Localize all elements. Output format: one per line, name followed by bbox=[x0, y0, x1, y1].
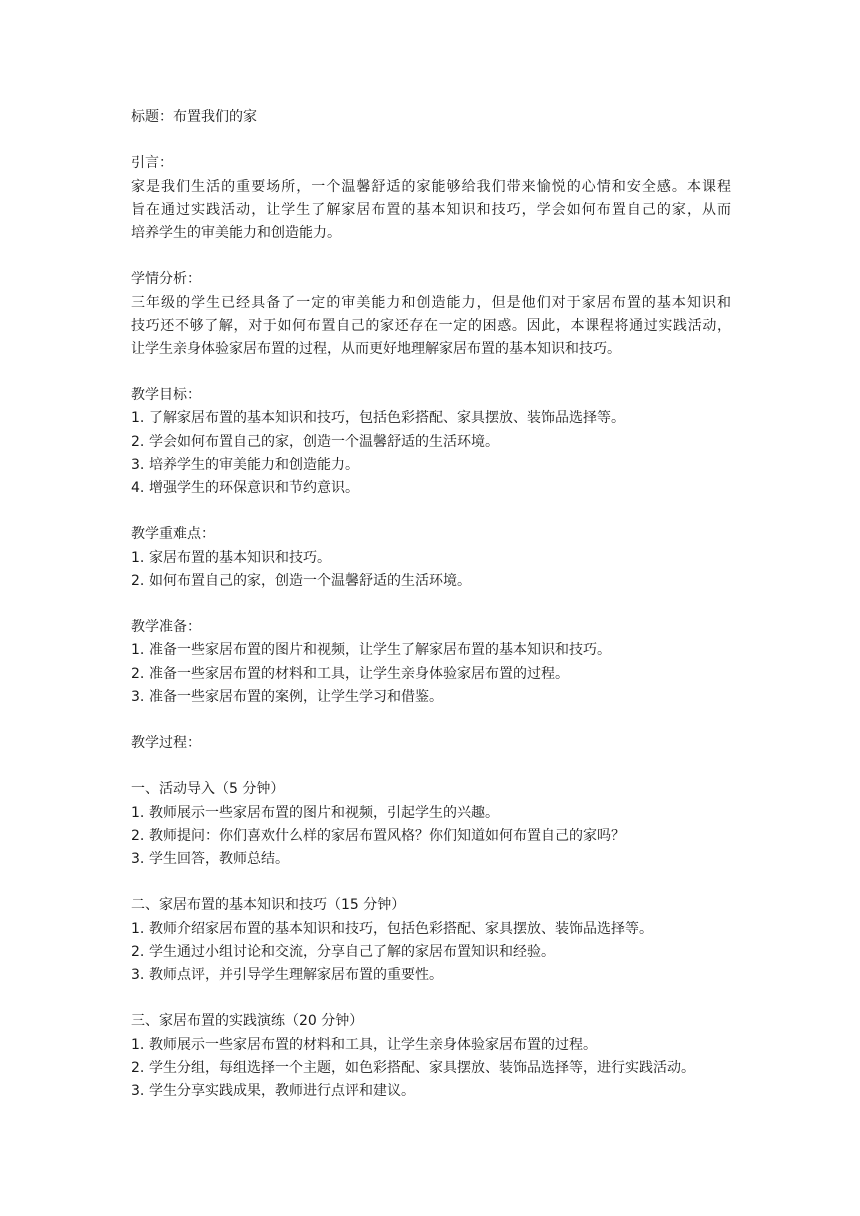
list-text: 教师介绍家居布置的基本知识和技巧，包括色彩搭配、家具摆放、装饰品选择等。 bbox=[149, 920, 653, 937]
list-text: 培养学生的审美能力和创造能力。 bbox=[149, 456, 359, 473]
list-number: 2. bbox=[131, 943, 145, 960]
analysis-line: 让学生亲身体验家居布置的过程，从而更好地理解家居布置的基本知识和技巧。 bbox=[131, 340, 621, 357]
intro-line: 家是我们生活的重要场所，一个温馨舒适的家能够给我们带来愉悦的心情和安全感。本课程 bbox=[131, 178, 731, 195]
list-text: 教师点评，并引导学生理解家居布置的重要性。 bbox=[149, 966, 443, 983]
analysis-heading: 学情分析： bbox=[131, 271, 201, 288]
intro-heading: 引言： bbox=[131, 155, 173, 172]
analysis-line: 三年级的学生已经具备了一定的审美能力和创造能力，但是他们对于家居布置的基本知识和 bbox=[131, 294, 731, 311]
list-item bbox=[131, 848, 731, 871]
list-item bbox=[131, 802, 731, 825]
process-heading: 教学过程： bbox=[131, 735, 201, 752]
intro-line: 培养学生的审美能力和创造能力。 bbox=[131, 224, 341, 241]
list-number: 3. bbox=[131, 1082, 145, 1099]
section-heading: 一、活动导入（5 分钟） bbox=[131, 781, 285, 798]
list-text: 如何布置自己的家，创造一个温馨舒适的生活环境。 bbox=[149, 572, 471, 589]
list-item bbox=[131, 941, 731, 964]
goals-heading: 教学目标： bbox=[131, 387, 201, 404]
list-item bbox=[131, 547, 731, 570]
list-text: 准备一些家居布置的材料和工具，让学生亲身体验家居布置的过程。 bbox=[149, 665, 569, 682]
section-heading: 二、家居布置的基本知识和技巧（15 分钟） bbox=[131, 897, 406, 914]
list-text: 学生回答，教师总结。 bbox=[149, 851, 289, 867]
list-item bbox=[131, 639, 731, 662]
list-text: 家居布置的基本知识和技巧。 bbox=[149, 549, 331, 566]
list-number: 1. bbox=[131, 920, 145, 937]
list-number: 2. bbox=[131, 433, 145, 450]
section-heading: 三、家居布置的实践演练（20 分钟） bbox=[131, 1013, 364, 1030]
list-item bbox=[131, 1034, 731, 1057]
list-number: 3. bbox=[131, 966, 145, 983]
analysis-line: 技巧还不够了解，对于如何布置自己的家还存在一定的困惑。因此，本课程将通过实践活动， bbox=[131, 317, 731, 334]
list-number: 2. bbox=[131, 827, 145, 844]
list-number: 1. bbox=[131, 804, 145, 821]
list-number: 1. bbox=[131, 410, 145, 427]
list-text: 了解家居布置的基本知识和技巧，包括色彩搭配、家具摆放、装饰品选择等。 bbox=[149, 410, 625, 427]
list-text: 教师展示一些家居布置的材料和工具，让学生亲身体验家居布置的过程。 bbox=[149, 1036, 597, 1053]
list-text: 准备一些家居布置的图片和视频，让学生了解家居布置的基本知识和技巧。 bbox=[149, 642, 611, 659]
list-item bbox=[131, 663, 731, 686]
list-item bbox=[131, 825, 731, 848]
list-number: 1. bbox=[131, 549, 145, 566]
list-text: 准备一些家居布置的案例，让学生学习和借鉴。 bbox=[149, 688, 443, 705]
list-item bbox=[131, 686, 731, 709]
list-item bbox=[131, 407, 731, 430]
list-text: 增强学生的环保意识和节约意识。 bbox=[149, 480, 359, 496]
document-page bbox=[131, 106, 731, 1103]
list-number: 1. bbox=[131, 642, 145, 659]
list-item bbox=[131, 918, 731, 941]
list-item bbox=[131, 431, 731, 454]
prep-heading: 教学准备： bbox=[131, 619, 201, 636]
list-text: 学生分享实践成果，教师进行点评和建议。 bbox=[149, 1082, 415, 1099]
list-item bbox=[131, 477, 731, 500]
list-item bbox=[131, 964, 731, 987]
list-text: 学生通过小组讨论和交流，分享自己了解的家居布置知识和经验。 bbox=[149, 943, 555, 960]
intro-line: 旨在通过实践活动，让学生了解家居布置的基本知识和技巧，学会如何布置自己的家，从而 bbox=[131, 201, 731, 218]
list-number: 3. bbox=[131, 456, 145, 473]
list-text: 学会如何布置自己的家，创造一个温馨舒适的生活环境。 bbox=[149, 433, 499, 450]
list-text: 学生分组，每组选择一个主题，如色彩搭配、家具摆放、装饰品选择等，进行实践活动。 bbox=[149, 1059, 695, 1076]
list-number: 2. bbox=[131, 665, 145, 682]
list-number: 2. bbox=[131, 1059, 145, 1076]
list-number: 1. bbox=[131, 1036, 145, 1053]
list-item bbox=[131, 570, 731, 593]
list-item bbox=[131, 1080, 731, 1103]
list-text: 教师展示一些家居布置的图片和视频，引起学生的兴趣。 bbox=[149, 804, 499, 821]
list-number: 2. bbox=[131, 572, 145, 589]
list-number: 3. bbox=[131, 851, 145, 867]
list-text: 教师提问：你们喜欢什么样的家居布置风格？你们知道如何布置自己的家吗？ bbox=[149, 827, 625, 844]
keypoints-heading: 教学重难点： bbox=[131, 526, 215, 543]
list-number: 4. bbox=[131, 480, 145, 496]
list-item bbox=[131, 454, 731, 477]
list-item bbox=[131, 1057, 731, 1080]
document-title: 标题：布置我们的家 bbox=[131, 109, 257, 125]
list-number: 3. bbox=[131, 688, 145, 705]
